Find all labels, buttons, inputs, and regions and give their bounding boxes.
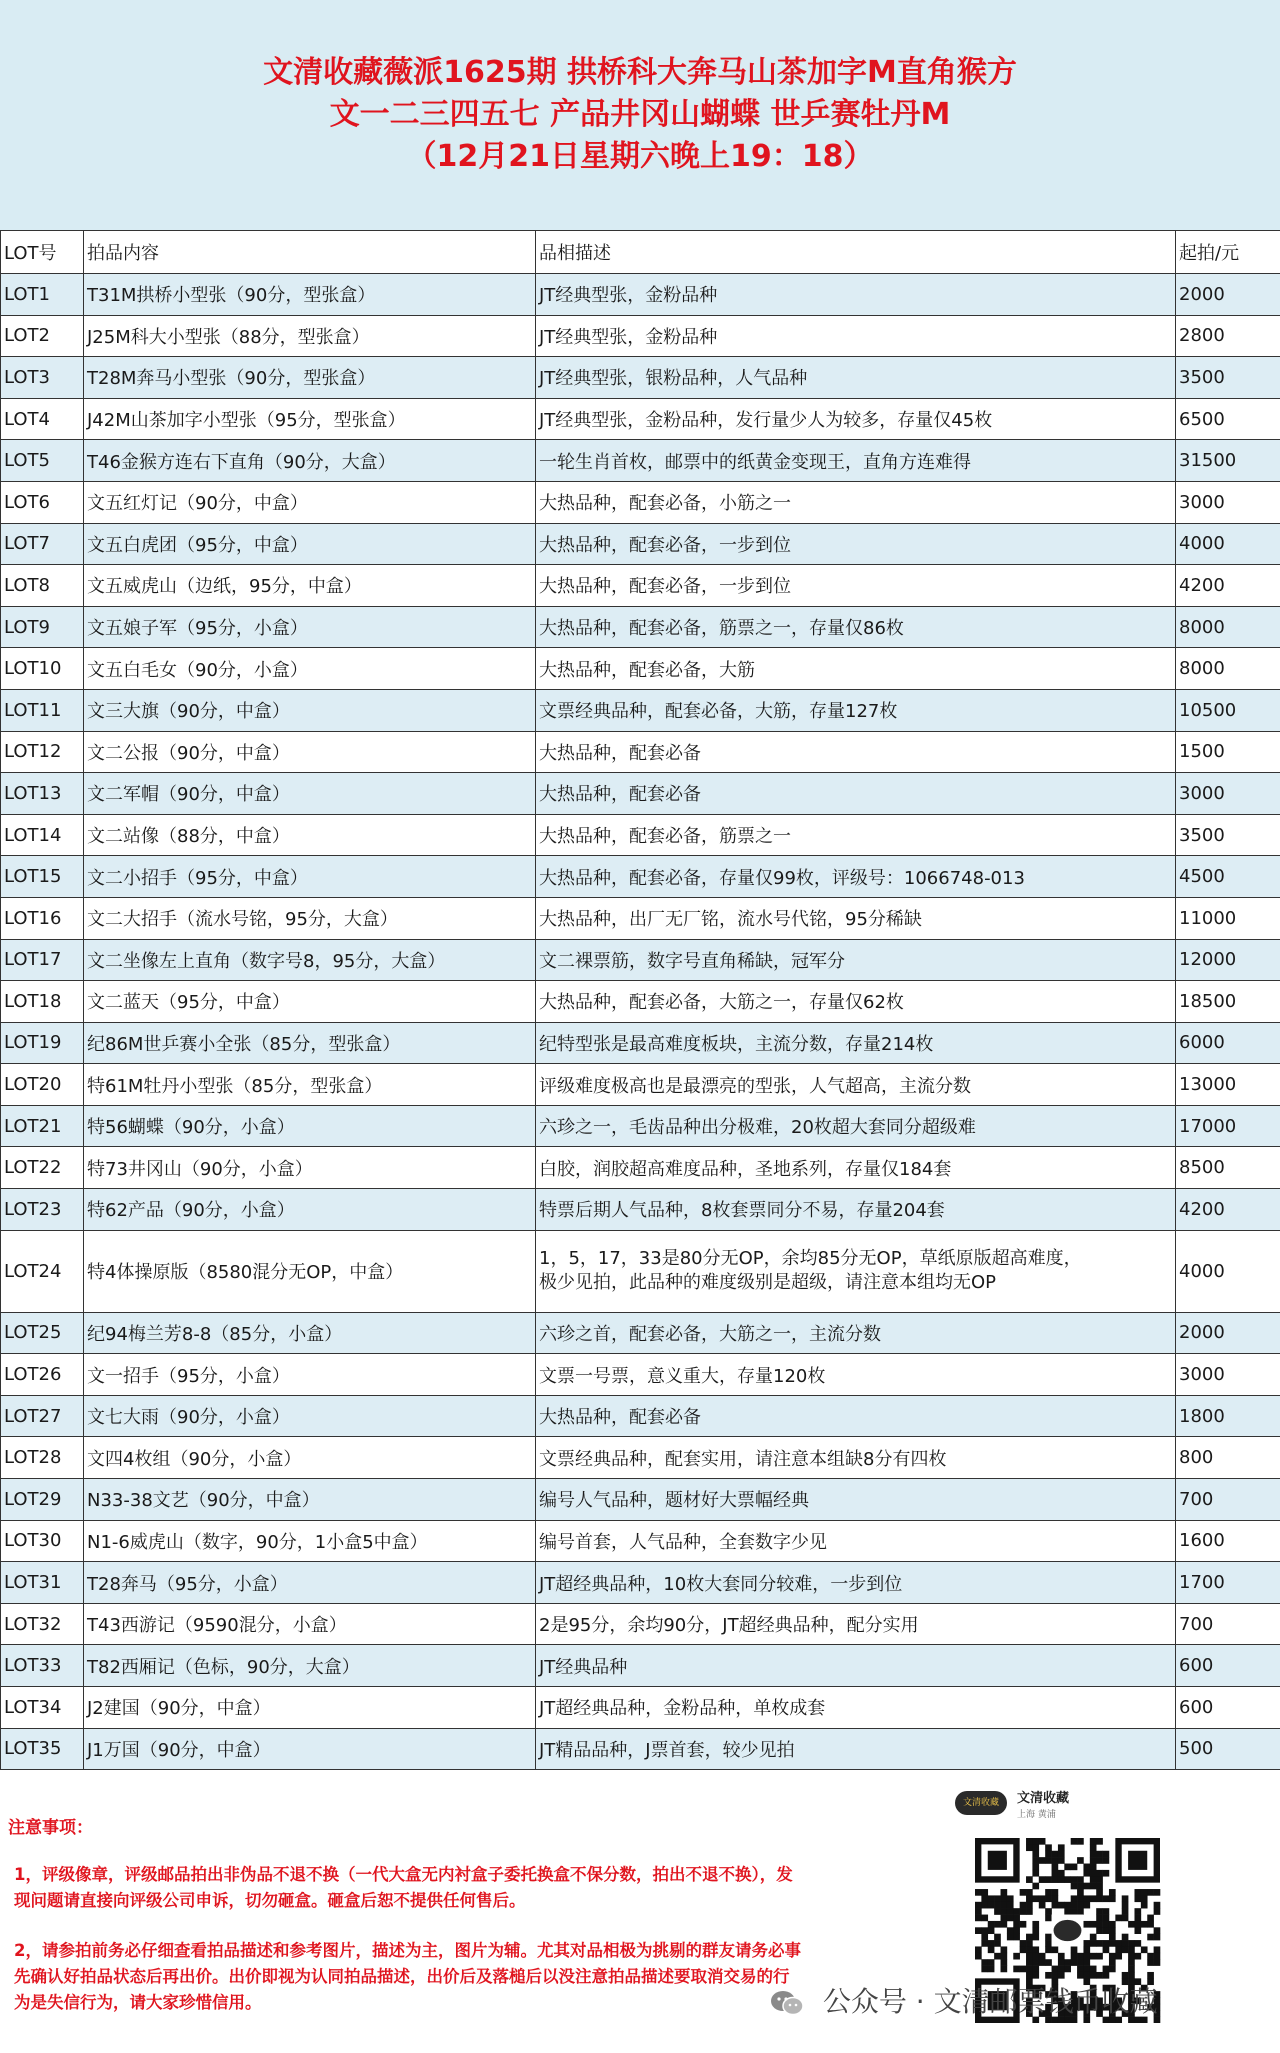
price-cell: 12000 [1176, 939, 1280, 981]
lot-cell: LOT2 [1, 315, 84, 357]
desc-cell: 白胶，润胶超高难度品种，圣地系列，存量仅184套 [536, 1147, 1176, 1189]
brand-logo: 文清收藏 [955, 1791, 1007, 1815]
table-row [1, 1520, 1280, 1562]
table-row [1, 1354, 1280, 1396]
item-cell: J25M科大小型张（88分，型张盒） [84, 315, 536, 357]
table-row [1, 1147, 1280, 1189]
desc-cell: 大热品种，配套必备 [536, 731, 1176, 773]
desc-cell: 文二裸票筋，数字号直角稀缺，冠军分 [536, 939, 1176, 981]
table-row [1, 1312, 1280, 1354]
price-cell: 3000 [1176, 1354, 1280, 1396]
item-cell: 文二坐像左上直角（数字号8，95分，大盒） [84, 939, 536, 981]
lot-cell: LOT12 [1, 731, 84, 773]
table-row [1, 1105, 1280, 1147]
price-cell: 2800 [1176, 315, 1280, 357]
price-cell: 700 [1176, 1603, 1280, 1645]
price-cell: 18500 [1176, 981, 1280, 1023]
price-cell: 8000 [1176, 648, 1280, 690]
price-cell: 8500 [1176, 1147, 1280, 1189]
table-row [1, 897, 1280, 939]
price-cell: 3500 [1176, 814, 1280, 856]
item-cell: 特73井冈山（90分，小盒） [84, 1147, 536, 1189]
desc-cell: 一轮生肖首枚，邮票中的纸黄金变现王，直角方连难得 [536, 440, 1176, 482]
table-row [1, 606, 1280, 648]
price-cell: 1800 [1176, 1395, 1280, 1437]
table-row [1, 440, 1280, 482]
item-cell: 文二站像（88分，中盒） [84, 814, 536, 856]
table-row [1, 773, 1280, 815]
notes-title: 注意事项： [8, 1818, 93, 1838]
item-cell: 纪86M世乒赛小全张（85分，型张盒） [84, 1022, 536, 1064]
table-row [1, 357, 1280, 399]
lot-cell: LOT14 [1, 814, 84, 856]
desc-cell: JT超经典品种，10枚大套同分较难，一步到位 [536, 1562, 1176, 1604]
table-row [1, 481, 1280, 523]
item-cell: 文五威虎山（边纸，95分，中盒） [84, 565, 536, 607]
table-row [1, 1395, 1280, 1437]
price-cell: 700 [1176, 1479, 1280, 1521]
price-cell: 4200 [1176, 565, 1280, 607]
lot-cell: LOT16 [1, 897, 84, 939]
desc-cell: 大热品种，配套必备，大筋之一，存量仅62枚 [536, 981, 1176, 1023]
item-cell: 文五娘子军（95分，小盒） [84, 606, 536, 648]
desc-cell: JT经典品种 [536, 1645, 1176, 1687]
lot-cell: LOT18 [1, 981, 84, 1023]
table-row [1, 1437, 1280, 1479]
item-cell: J42M山茶加字小型张（95分，型张盒） [84, 398, 536, 440]
price-cell: 3500 [1176, 357, 1280, 399]
lot-cell: LOT20 [1, 1064, 84, 1106]
item-cell: 文二蓝天（95分，中盒） [84, 981, 536, 1023]
table-row [1, 648, 1280, 690]
price-cell: 11000 [1176, 897, 1280, 939]
price-cell: 1700 [1176, 1562, 1280, 1604]
price-cell: 600 [1176, 1645, 1280, 1687]
price-cell: 17000 [1176, 1105, 1280, 1147]
brand-subtitle: 上海 黄浦 [1017, 1810, 1056, 1820]
item-cell: T43西游记（9590混分，小盒） [84, 1603, 536, 1645]
item-cell: 文四4枚组（90分，小盒） [84, 1437, 536, 1479]
item-cell: J2建国（90分，中盒） [84, 1687, 536, 1729]
item-cell: T28奔马（95分，小盒） [84, 1562, 536, 1604]
lot-cell: LOT15 [1, 856, 84, 898]
desc-cell: 文票一号票，意义重大，存量120枚 [536, 1354, 1176, 1396]
lot-cell: LOT22 [1, 1147, 84, 1189]
table-row [1, 1064, 1280, 1106]
table-row [1, 1562, 1280, 1604]
header-price: 起拍/元 [1176, 231, 1280, 274]
desc-cell: JT经典型张，金粉品种 [536, 274, 1176, 316]
desc-line: 1，5，17，33是80分无OP，余均85分无OP，草纸原版超高难度， [539, 1248, 1082, 1270]
item-cell: 特4体操原版（8580混分无OP，中盒） [84, 1230, 536, 1312]
lot-cell: LOT32 [1, 1603, 84, 1645]
lot-cell: LOT6 [1, 481, 84, 523]
price-cell: 4500 [1176, 856, 1280, 898]
lot-cell: LOT11 [1, 689, 84, 731]
item-cell: T82西厢记（色标，90分，大盒） [84, 1645, 536, 1687]
note-2: 2，请参拍前务必仔细查看拍品描述和参考图片，描述为主，图片为辅。尤其对品相极为挑剔的群友请务必事先确认好拍品状态后再出价。出价即视为认同拍品描述，出价后及落槌后以没注意拍品描述要取消交易的行为是失信行为，请大家珍惜信用。 [14, 1941, 801, 2012]
watermark [770, 1980, 1158, 2030]
table-row [1, 1022, 1280, 1064]
desc-cell: 大热品种，配套必备，筋票之一，存量仅86枚 [536, 606, 1176, 648]
lot-cell: LOT8 [1, 565, 84, 607]
lot-cell: LOT30 [1, 1520, 84, 1562]
brand-block [955, 1785, 1165, 1825]
price-cell: 3000 [1176, 773, 1280, 815]
price-cell: 4000 [1176, 1230, 1280, 1312]
item-cell: 特61M牡丹小型张（85分，型张盒） [84, 1064, 536, 1106]
price-cell: 10500 [1176, 689, 1280, 731]
table-row [1, 523, 1280, 565]
desc-cell: 大热品种，配套必备，存量仅99枚，评级号：1066748-013 [536, 856, 1176, 898]
table-row [1, 1189, 1280, 1231]
table-row [1, 1728, 1280, 1770]
desc-cell: 大热品种，配套必备，筋票之一 [536, 814, 1176, 856]
lot-cell: LOT5 [1, 440, 84, 482]
lot-cell: LOT33 [1, 1645, 84, 1687]
lot-cell: LOT21 [1, 1105, 84, 1147]
desc-cell: 大热品种，配套必备 [536, 773, 1176, 815]
item-cell: N1-6威虎山（数字，90分，1小盒5中盒） [84, 1520, 536, 1562]
desc-cell: 大热品种，配套必备 [536, 1395, 1176, 1437]
item-cell: 文七大雨（90分，小盒） [84, 1395, 536, 1437]
item-cell: N33-38文艺（90分，中盒） [84, 1479, 536, 1521]
lot-cell: LOT1 [1, 274, 84, 316]
desc-cell: 特票后期人气品种，8枚套票同分不易，存量204套 [536, 1189, 1176, 1231]
lot-cell: LOT23 [1, 1189, 84, 1231]
price-cell: 2000 [1176, 1312, 1280, 1354]
desc-cell: 编号人气品种，题材好大票幅经典 [536, 1479, 1176, 1521]
header-lot: LOT号 [1, 231, 84, 274]
lot-cell: LOT4 [1, 398, 84, 440]
note-1: 1，评级像章，评级邮品拍出非伪品不退不换（一代大盒无内衬盒子委托换盒不保分数，拍出不退不换），发现问题请直接向评级公司申诉，切勿砸盒。砸盒后恕不提供任何售后。 [14, 1865, 793, 1910]
price-cell: 600 [1176, 1687, 1280, 1729]
item-cell: J1万国（90分，中盒） [84, 1728, 536, 1770]
desc-cell: 编号首套，人气品种，全套数字少见 [536, 1520, 1176, 1562]
lot-cell: LOT34 [1, 1687, 84, 1729]
desc-cell: JT超经典品种，金粉品种，单枚成套 [536, 1687, 1176, 1729]
table-row [1, 981, 1280, 1023]
desc-cell: 2是95分，余均90分，JT超经典品种，配分实用 [536, 1603, 1176, 1645]
lot-cell: LOT24 [1, 1230, 84, 1312]
desc-cell: 大热品种，配套必备，一步到位 [536, 565, 1176, 607]
item-cell: 文一招手（95分，小盒） [84, 1354, 536, 1396]
watermark-text: 公众号 · 文清邮票钱币收藏 [822, 1985, 1158, 2018]
price-cell: 4000 [1176, 523, 1280, 565]
lot-cell: LOT7 [1, 523, 84, 565]
desc-cell: 大热品种，配套必备，一步到位 [536, 523, 1176, 565]
desc-cell: 文票经典品种，配套实用，请注意本组缺8分有四枚 [536, 1437, 1176, 1479]
lot-cell: LOT3 [1, 357, 84, 399]
item-cell: T46金猴方连右下直角（90分，大盒） [84, 440, 536, 482]
header-item: 拍品内容 [84, 231, 536, 274]
title-line-1: 文清收藏薇派1625期 拱桥科大奔马山茶加字M直角猴方 [263, 55, 1017, 90]
table-row [1, 1603, 1280, 1645]
item-cell: 文二大招手（流水号铭，95分，大盒） [84, 897, 536, 939]
price-cell: 6500 [1176, 398, 1280, 440]
lot-cell: LOT31 [1, 1562, 84, 1604]
header-desc: 品相描述 [536, 231, 1176, 274]
price-cell: 13000 [1176, 1064, 1280, 1106]
table-row [1, 1645, 1280, 1687]
desc-cell: 大热品种，配套必备，小筋之一 [536, 481, 1176, 523]
lot-cell: LOT25 [1, 1312, 84, 1354]
desc-cell [536, 1230, 1176, 1312]
item-cell: 文二军帽（90分，中盒） [84, 773, 536, 815]
price-cell: 6000 [1176, 1022, 1280, 1064]
price-cell: 1600 [1176, 1520, 1280, 1562]
item-cell: T28M奔马小型张（90分，型张盒） [84, 357, 536, 399]
price-cell: 3000 [1176, 481, 1280, 523]
table-row [1, 814, 1280, 856]
item-cell: 特56蝴蝶（90分，小盒） [84, 1105, 536, 1147]
table-row [1, 856, 1280, 898]
desc-cell: 大热品种，出厂无厂铭，流水号代铭，95分稀缺 [536, 897, 1176, 939]
price-cell: 8000 [1176, 606, 1280, 648]
table-row [1, 1687, 1280, 1729]
desc-cell: JT经典型张，银粉品种，人气品种 [536, 357, 1176, 399]
table-row [1, 1479, 1280, 1521]
table-row [1, 939, 1280, 981]
desc-cell: 六珍之一，毛齿品种出分极难，20枚超大套同分超级难 [536, 1105, 1176, 1147]
price-cell: 4200 [1176, 1189, 1280, 1231]
page-header [0, 0, 1280, 230]
item-cell: 文二公报（90分，中盒） [84, 731, 536, 773]
price-cell: 1500 [1176, 731, 1280, 773]
table-header-row [1, 231, 1280, 274]
lot-cell: LOT19 [1, 1022, 84, 1064]
table-row [1, 315, 1280, 357]
table-row [1, 274, 1280, 316]
price-cell: 800 [1176, 1437, 1280, 1479]
item-cell: 特62产品（90分，小盒） [84, 1189, 536, 1231]
item-cell: 文五白虎团（95分，中盒） [84, 523, 536, 565]
item-cell: 文二小招手（95分，中盒） [84, 856, 536, 898]
lot-cell: LOT29 [1, 1479, 84, 1521]
table-row [1, 689, 1280, 731]
wechat-icon [770, 1989, 804, 2017]
lot-cell: LOT28 [1, 1437, 84, 1479]
item-cell: 文三大旗（90分，中盒） [84, 689, 536, 731]
desc-cell: 纪特型张是最高难度板块，主流分数，存量214枚 [536, 1022, 1176, 1064]
lot-table-body [1, 274, 1280, 1770]
price-cell: 2000 [1176, 274, 1280, 316]
price-cell: 31500 [1176, 440, 1280, 482]
title-line-2: 文一二三四五七 产品井冈山蝴蝶 世乒赛牡丹M [329, 97, 951, 132]
brand-name: 文清收藏 [1017, 1791, 1070, 1806]
table-row [1, 565, 1280, 607]
title-line-3: （12月21日星期六晚上19：18） [406, 139, 874, 174]
item-cell: 文五红灯记（90分，中盒） [84, 481, 536, 523]
lot-cell: LOT27 [1, 1395, 84, 1437]
lot-cell: LOT17 [1, 939, 84, 981]
desc-cell: 评级难度极高也是最漂亮的型张，人气超高，主流分数 [536, 1064, 1176, 1106]
desc-cell: JT精品品种，J票首套，较少见拍 [536, 1728, 1176, 1770]
desc-cell: JT经典型张，金粉品种，发行量少人为较多，存量仅45枚 [536, 398, 1176, 440]
desc-cell: JT经典型张，金粉品种 [536, 315, 1176, 357]
item-cell: T31M拱桥小型张（90分，型张盒） [84, 274, 536, 316]
lot-cell: LOT10 [1, 648, 84, 690]
table-row [1, 1230, 1280, 1312]
desc-cell: 六珍之首，配套必备，大筋之一，主流分数 [536, 1312, 1176, 1354]
lot-cell: LOT9 [1, 606, 84, 648]
item-cell: 文五白毛女（90分，小盒） [84, 648, 536, 690]
table-row [1, 398, 1280, 440]
desc-cell: 大热品种，配套必备，大筋 [536, 648, 1176, 690]
desc-line: 极少见拍，此品种的难度级别是超级，请注意本组均无OP [539, 1272, 997, 1294]
price-cell: 500 [1176, 1728, 1280, 1770]
lot-cell: LOT26 [1, 1354, 84, 1396]
lot-cell: LOT13 [1, 773, 84, 815]
lot-table [0, 230, 1280, 1770]
desc-cell: 文票经典品种，配套必备，大筋，存量127枚 [536, 689, 1176, 731]
lot-cell: LOT35 [1, 1728, 84, 1770]
item-cell: 纪94梅兰芳8-8（85分，小盒） [84, 1312, 536, 1354]
table-row [1, 731, 1280, 773]
